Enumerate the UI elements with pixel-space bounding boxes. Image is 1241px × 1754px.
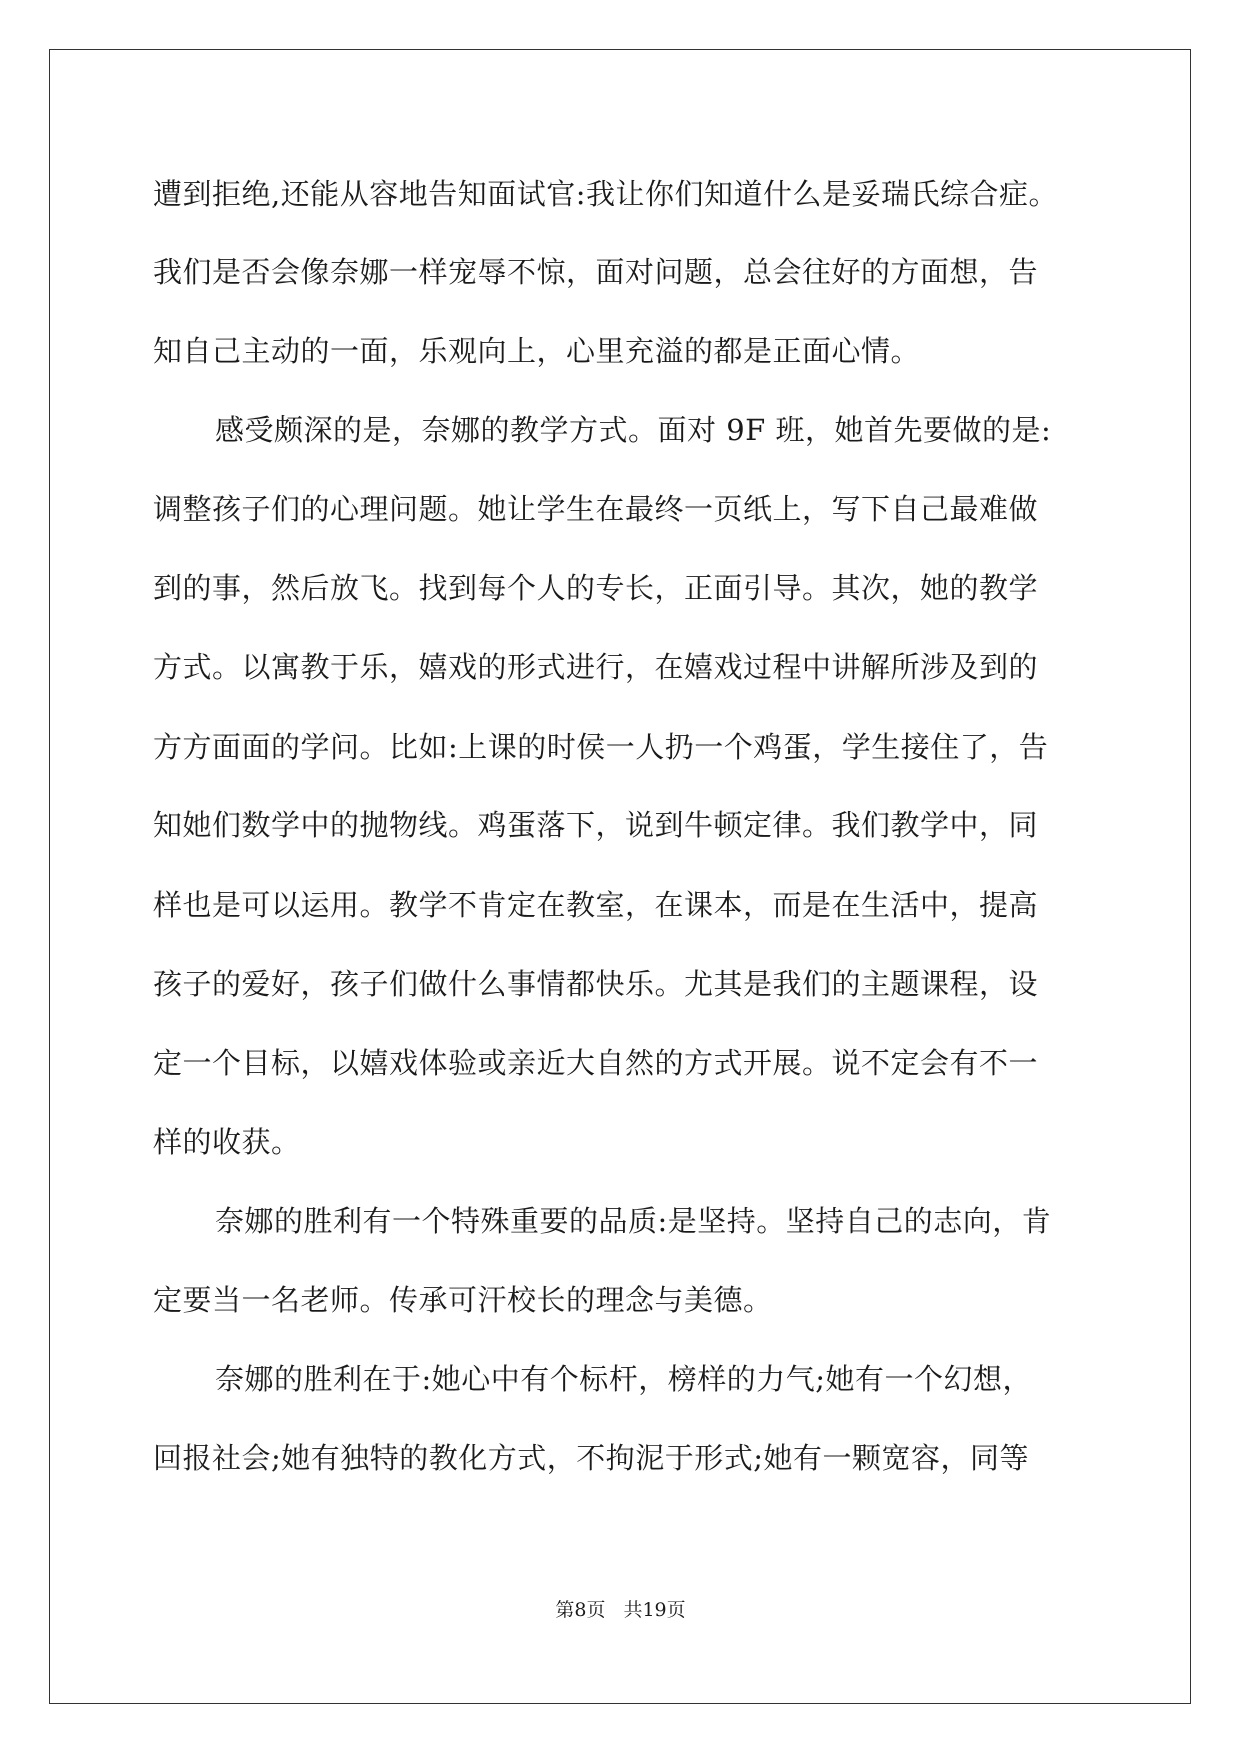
- body-line-10: 样也是可以运用。教学不肯定在教室，在课本，而是在生活中，提高: [153, 888, 1039, 922]
- body-line-1: 遭到拒绝,还能从容地告知面试官:我让你们知道什么是妥瑞氏综合症。: [153, 177, 1058, 211]
- body-line-5: 调整孩子们的心理问题。她让学生在最终一页纸上，写下自己最难做: [153, 492, 1039, 526]
- body-line-11: 孩子的爱好，孩子们做什么事情都快乐。尤其是我们的主题课程，设: [153, 967, 1039, 1001]
- body-line-7: 方式。以寓教于乐，嬉戏的形式进行，在嬉戏过程中讲解所涉及到的: [153, 650, 1039, 684]
- body-line-2: 我们是否会像奈娜一样宠辱不惊，面对问题，总会往好的方面想，告: [153, 255, 1039, 289]
- body-line-15: 定要当一名老师。传承可汗校长的理念与美德。: [153, 1283, 773, 1317]
- body-line-6: 到的事，然后放飞。找到每个人的专长，正面引导。其次，她的教学: [153, 571, 1039, 605]
- body-line-8: 方方面面的学问。比如:上课的时侯一人扔一个鸡蛋，学生接住了，告: [153, 730, 1049, 764]
- page-footer: [0, 1598, 1241, 1622]
- page-total: 共19页: [623, 1599, 686, 1621]
- body-line-14: 奈娜的胜利有一个特殊重要的品质:是坚持。坚持自己的志向，肯: [215, 1204, 1052, 1238]
- page-number: 第8页: [555, 1599, 606, 1621]
- body-line-3: 知自己主动的一面，乐观向上，心里充溢的都是正面心情。: [153, 334, 921, 368]
- body-line-9: 知她们数学中的抛物线。鸡蛋落下，说到牛顿定律。我们教学中，同: [153, 808, 1039, 842]
- body-line-4: 感受颇深的是，奈娜的教学方式。面对 9F 班，她首先要做的是:: [215, 413, 1052, 447]
- body-line-12: 定一个目标，以嬉戏体验或亲近大自然的方式开展。说不定会有不一: [153, 1046, 1039, 1080]
- body-line-17: 回报社会;她有独特的教化方式，不拘泥于形式;她有一颗宽容，同等: [153, 1441, 1030, 1475]
- body-line-16: 奈娜的胜利在于:她心中有个标杆，榜样的力气;她有一个幻想，: [215, 1362, 1033, 1396]
- body-line-13: 样的收获。: [153, 1125, 301, 1159]
